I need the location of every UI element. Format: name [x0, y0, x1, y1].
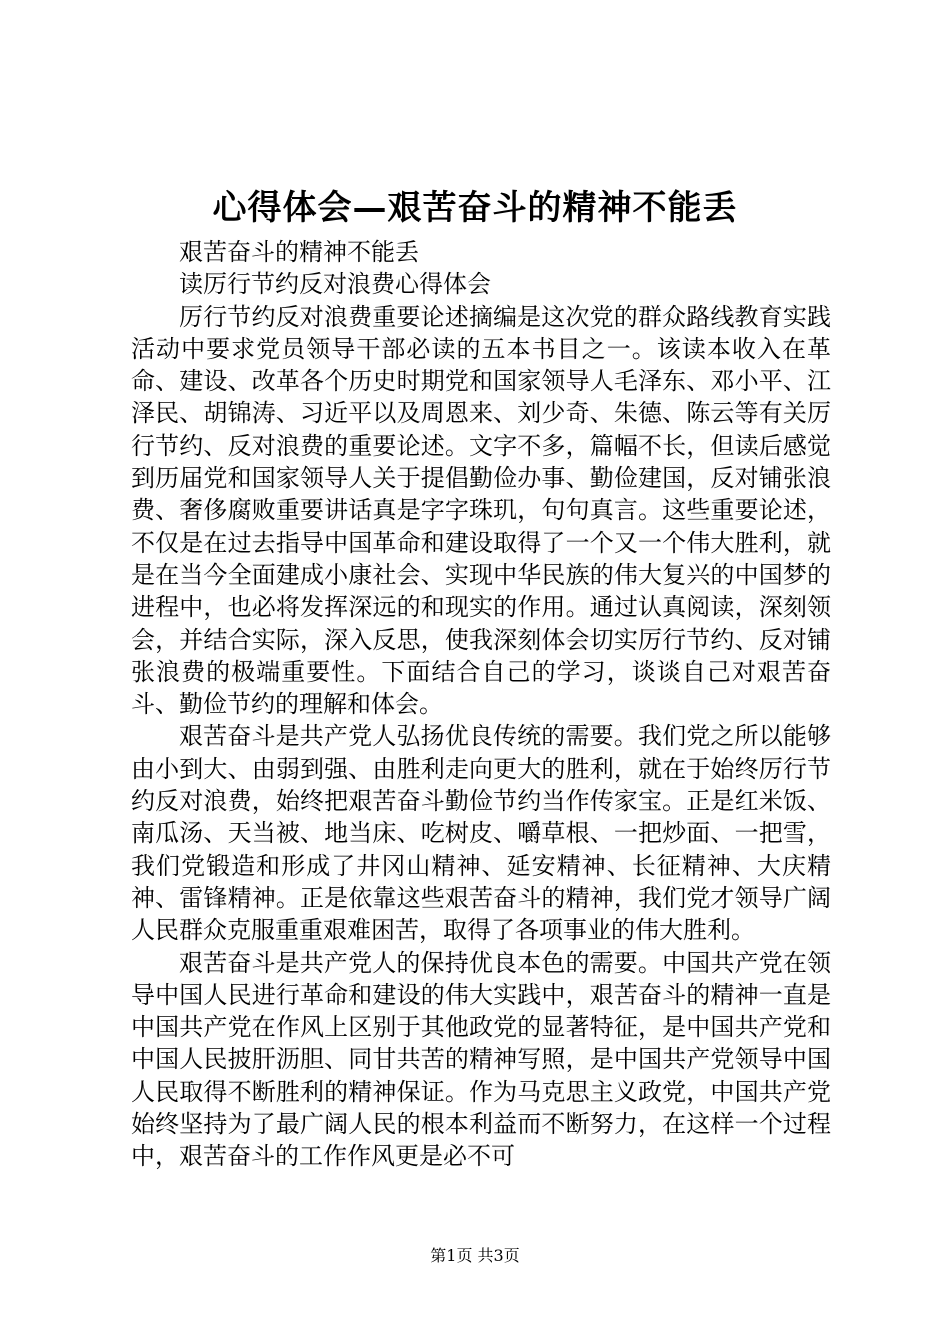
subtitle-line: 读厉行节约反对浪费心得体会 [179, 270, 491, 299]
subtitle-line: 艰苦奋斗的精神不能丢 [179, 238, 419, 266]
body-paragraph: 艰苦奋斗是共产党人弘扬优良传统的需要。我们党之所以能够由小到大、由弱到强、由胜利走向更大的胜利，就在于始终厉行节约反对浪费，始终把艰苦奋斗勤俭节约当作传家宝。正是红米饭、南瓜汤、天当被、地当床、吃树皮、嚼草根、一把炒面、一把雪，我们党锻造和形成了井冈山精神、延安精神、长征精神、大庆精神、雷锋精神。正是依靠这些艰苦奋斗的精神，我们党才领导广阔人民群众克服重重艰难困苦，取得了各项事业的伟大胜利。 [131, 722, 831, 945]
document-body [131, 236, 831, 1173]
body-paragraph: 艰苦奋斗是共产党人的保持优良本色的需要。中国共产党在领导中国人民进行革命和建设的伟大实践中，艰苦奋斗的精神一直是中国共产党在作风上区别于其他政党的显著特征，是中国共产党和中国人民披肝沥胆、同甘共苦的精神写照，是中国共产党领导中国人民取得不断胜利的精神保证。作为马克思主义政党，中国共产党始终坚持为了最广阔人民的根本利益而不断努力，在这样一个过程中，艰苦奋斗的工作作风更是必不可 [131, 948, 831, 1171]
document-title: 心得体会—艰苦奋斗的精神不能丢 [212, 188, 738, 228]
page-number-footer: 第1页 共3页 [430, 1246, 520, 1265]
body-paragraph: 厉行节约反对浪费重要论述摘编是这次党的群众路线教育实践活动中要求党员领导干部必读的五本书目之一。该读本收入在革命、建设、改革各个历史时期党和国家领导人毛泽东、邓小平、江泽民、胡锦涛、习近平以及周恩来、刘少奇、朱德、陈云等有关厉行节约、反对浪费的重要论述。文字不多，篇幅不长，但读后感觉到历届党和国家领导人关于提倡勤俭办事、勤俭建国，反对铺张浪费、奢侈腐败重要讲话真是字字珠玑，句句真言。这些重要论述，不仅是在过去指导中国革命和建设取得了一个又一个伟大胜利，就是在当今全面建成小康社会、实现中华民族的伟大复兴的中国梦的进程中，也必将发挥深远的和现实的作用。通过认真阅读，深刻领会，并结合实际，深入反思，使我深刻体会切实厉行节约、反对铺张浪费的极端重要性。下面结合自己的学习，谈谈自己对艰苦奋斗、勤俭节约的理解和体会。 [131, 302, 831, 719]
